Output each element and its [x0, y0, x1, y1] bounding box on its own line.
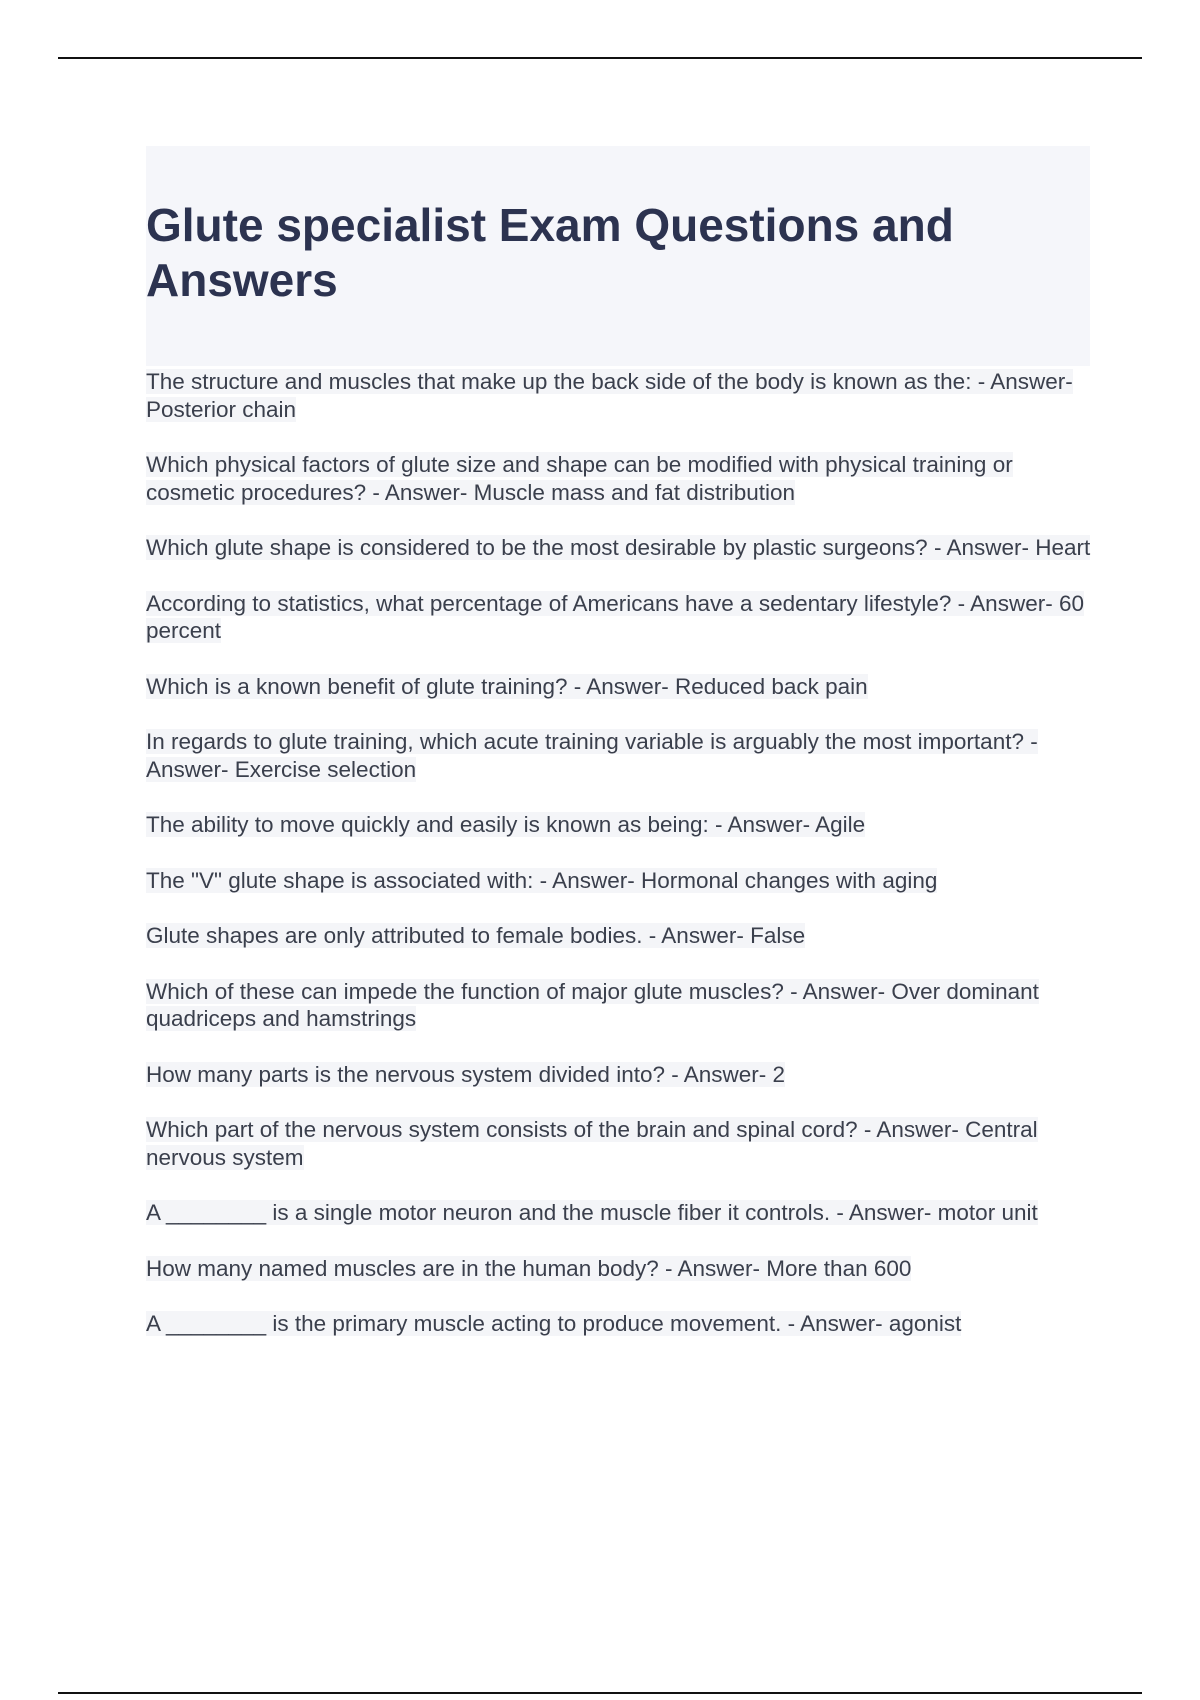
qa-item	[146, 1061, 1096, 1089]
qa-item	[146, 1255, 1096, 1283]
qa-text: How many named muscles are in the human body? - Answer- More than 600	[146, 1255, 912, 1281]
qa-text: Which part of the nervous system consists of the brain and spinal cord? - Answer- Central nervous system	[146, 1117, 1038, 1170]
qa-item	[146, 1116, 1096, 1171]
qa-item	[146, 867, 1096, 895]
qa-item	[146, 1199, 1096, 1227]
qa-text: Which of these can impede the function of major glute muscles? - Answer- Over dominant quadriceps and hamstrings	[146, 978, 1039, 1031]
qa-text: Which physical factors of glute size and shape can be modified with physical training or cosmetic procedures? - Answer- Muscle mass and fat distribution	[146, 452, 1013, 505]
qa-item	[146, 534, 1096, 562]
qa-text: How many parts is the nervous system divided into? - Answer- 2	[146, 1061, 786, 1087]
qa-text: In regards to glute training, which acute training variable is arguably the most important? - Answer- Exercise selection	[146, 729, 1038, 782]
qa-item	[146, 368, 1096, 423]
qa-text: A ________ is the primary muscle acting to produce movement. - Answer- agonist	[146, 1311, 962, 1336]
qa-item	[146, 811, 1096, 839]
top-rule	[58, 57, 1142, 59]
qa-item	[146, 1310, 1096, 1338]
qa-text: Glute shapes are only attributed to female bodies. - Answer- False	[146, 923, 806, 948]
qa-text: Which is a known benefit of glute training? - Answer- Reduced back pain	[146, 673, 868, 699]
qa-item	[146, 978, 1096, 1033]
qa-text: A ________ is a single motor neuron and the muscle fiber it controls. - Answer- motor unit	[146, 1200, 1038, 1225]
qa-item	[146, 922, 1096, 950]
qa-text: The structure and muscles that make up the back side of the body is known as the: - Answer- Posterior chain	[146, 369, 1073, 422]
document-title: Glute specialist Exam Questions and Answers	[146, 199, 954, 306]
qa-text: The "V" glute shape is associated with: - Answer- Hormonal changes with aging	[146, 867, 938, 893]
qa-item	[146, 673, 1096, 701]
qa-text: The ability to move quickly and easily is known as being: - Answer- Agile	[146, 812, 866, 837]
qa-text: According to statistics, what percentage of Americans have a sedentary lifestyle? - Answer- 60 percent	[146, 590, 1084, 643]
qa-text: Which glute shape is considered to be the most desirable by plastic surgeons? - Answer- Heart	[146, 535, 1091, 560]
qa-item	[146, 590, 1096, 645]
qa-item	[146, 728, 1096, 783]
qa-list	[146, 368, 1096, 1366]
qa-item	[146, 451, 1096, 506]
bottom-rule	[58, 1692, 1142, 1694]
